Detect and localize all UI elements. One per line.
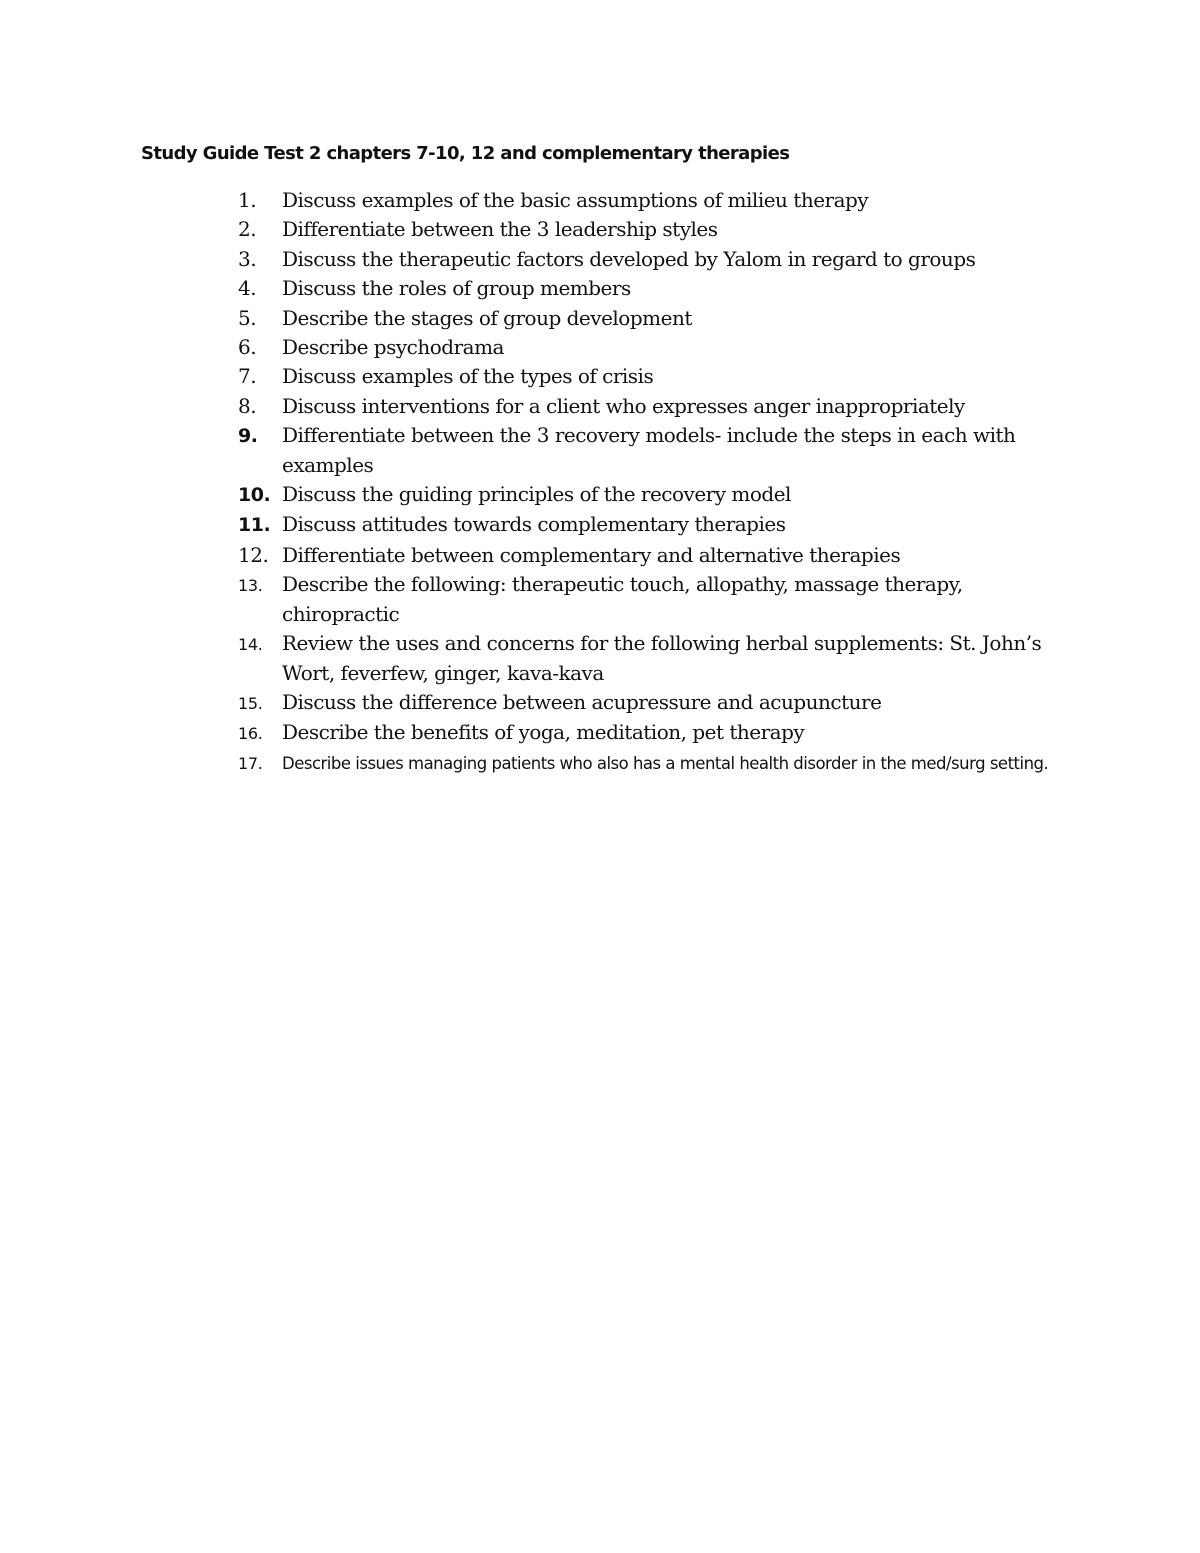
list-item [238, 421, 1068, 480]
list-item [238, 510, 1068, 540]
item-text: Differentiate between complementary and alternative therapies [282, 542, 901, 567]
item-text: Describe the following: therapeutic touch, allopathy, massage therapy, chiropractic [282, 572, 963, 626]
list-item [238, 718, 1068, 748]
item-text: Discuss the therapeutic factors developed by Yalom in regard to groups [282, 246, 976, 271]
list-item [238, 304, 1068, 333]
list-item [238, 570, 1068, 629]
item-text: Discuss the difference between acupressure and acupuncture [282, 689, 882, 714]
item-text: Differentiate between the 3 recovery models- include the steps in each with examples [282, 423, 1016, 477]
document-title: Study Guide Test 2 chapters 7-10, 12 and complementary therapies [141, 143, 790, 164]
item-number: 2. [238, 217, 257, 242]
list-item [238, 215, 1068, 244]
item-number: 6. [238, 335, 257, 360]
item-text: Review the uses and concerns for the following herbal supplements: St. John’s Wort, feverfew, ginger, kava-kava [282, 631, 1042, 685]
item-number: 4. [238, 276, 257, 301]
list-item [238, 186, 1068, 215]
item-number: 9. [238, 425, 258, 448]
list-item [238, 362, 1068, 391]
item-text: Describe issues managing patients who also has a mental health disorder in the med/surg setting. [282, 753, 1049, 773]
item-text: Discuss attitudes towards complementary therapies [282, 512, 786, 537]
list-item [238, 392, 1068, 421]
item-number: 5. [238, 305, 257, 330]
item-text: Discuss the roles of group members [282, 276, 631, 301]
item-text: Describe the stages of group development [282, 305, 692, 330]
item-text: Discuss the guiding principles of the recovery model [282, 482, 791, 507]
list-item [238, 541, 1068, 570]
item-number: 7. [238, 364, 257, 389]
item-number: 8. [238, 393, 257, 418]
item-number: 10. [238, 484, 271, 507]
item-text: Describe the benefits of yoga, meditation, pet therapy [282, 720, 805, 745]
item-number: 15. [238, 693, 263, 713]
list-item [238, 480, 1068, 510]
item-text: Discuss examples of the basic assumptions of milieu therapy [282, 188, 869, 212]
item-number: 1. [238, 188, 257, 212]
item-number: 17. [238, 753, 263, 773]
item-text: Describe psychodrama [282, 335, 504, 360]
item-number: 14. [238, 635, 263, 655]
list-item [238, 629, 1068, 688]
item-number: 3. [238, 246, 257, 271]
item-text: Discuss interventions for a client who expresses anger inappropriately [282, 393, 965, 418]
list-item [238, 749, 1068, 778]
list-item [238, 245, 1068, 274]
item-number: 16. [238, 724, 263, 744]
item-text: Discuss examples of the types of crisis [282, 364, 654, 389]
list-item [238, 274, 1068, 303]
study-guide-list [238, 186, 1068, 778]
list-item [238, 333, 1068, 362]
item-number: 11. [238, 514, 271, 537]
item-text: Differentiate between the 3 leadership styles [282, 217, 718, 242]
list-item [238, 688, 1068, 718]
item-number: 12. [238, 542, 269, 567]
item-number: 13. [238, 576, 263, 596]
